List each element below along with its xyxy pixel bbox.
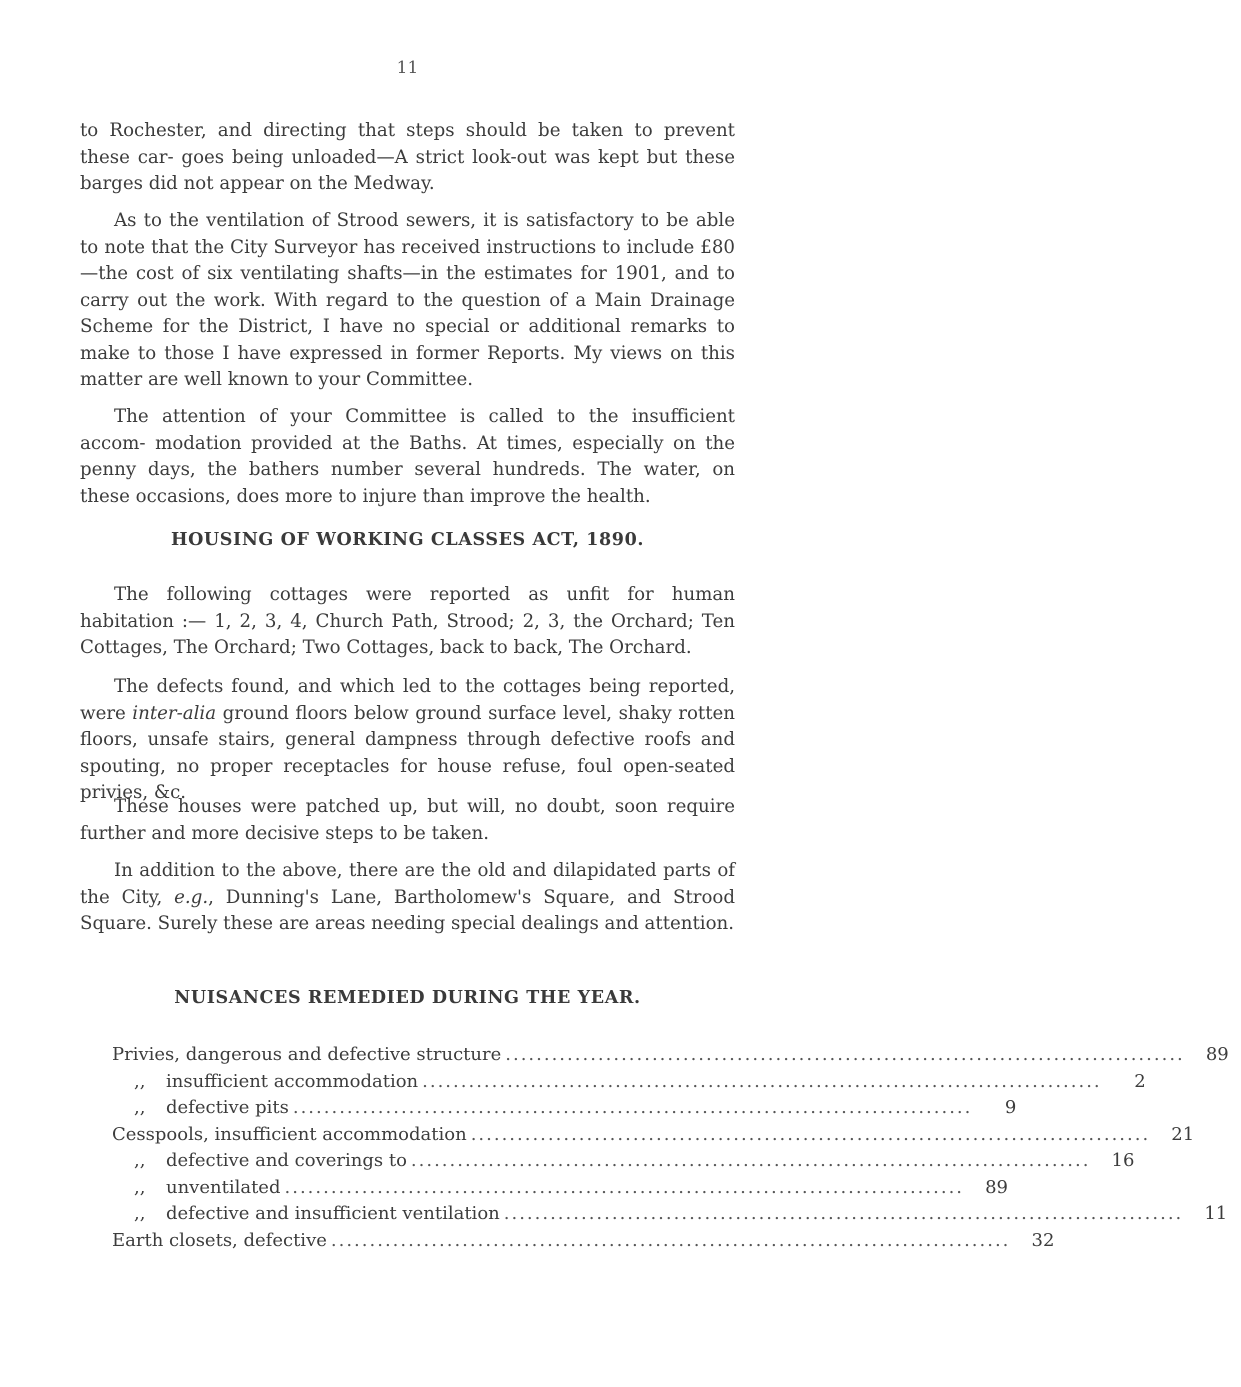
list-item	[80, 1228, 1055, 1255]
paragraph-dilapidated-text-a: In addition to the above, there are the old and dilapidated parts of the City,	[80, 860, 735, 908]
list-item-label: ,, unventilated	[80, 1175, 281, 1202]
ditto-mark: ,,	[134, 1070, 146, 1092]
ditto-mark: ,,	[134, 1176, 146, 1198]
list-item-value: 89	[985, 1176, 1009, 1198]
leader-dots: ........................................................................................	[503, 1203, 1184, 1224]
list-item	[80, 1095, 1017, 1122]
list-item-value: 11	[1204, 1203, 1228, 1224]
leader-dots: ........................................................................................	[292, 1097, 973, 1118]
paragraph-defects-italic: inter-alia	[132, 702, 217, 724]
ditto-mark: ,,	[134, 1097, 146, 1118]
heading-housing: HOUSING OF WORKING CLASSES ACT, 1890.	[170, 530, 645, 550]
list-item	[80, 1042, 1229, 1069]
ditto-mark: ,,	[134, 1203, 146, 1224]
list-item-value: 32	[1031, 1229, 1055, 1251]
paragraph-dilapidated	[80, 858, 735, 938]
leader-dots: ........................................................................................	[284, 1176, 965, 1198]
list-item-value: 16	[1111, 1150, 1135, 1171]
paragraph-cottages	[80, 582, 735, 662]
leader-dots: ........................................................................................	[410, 1150, 1091, 1171]
list-item	[80, 1148, 1135, 1175]
paragraph-ventilation	[80, 208, 735, 394]
list-item-label: ,, defective and insufficient ventilation	[80, 1201, 500, 1228]
list-item	[80, 1175, 1009, 1202]
paragraph-defects-text-a: The defects found, and which led to the cottages being reported, were	[80, 676, 735, 724]
heading-nuisances: NUISANCES REMEDIED DURING THE YEAR.	[174, 988, 641, 1008]
paragraph-rochester-text: to Rochester, and directing that steps should be taken to prevent these car- goes being unloaded—A strict look-out was kept but these barges did not appear on the Medway.	[80, 120, 735, 194]
page-number: 11	[396, 58, 419, 78]
leader-dots: ........................................................................................	[505, 1044, 1185, 1065]
list-item-value: 9	[1004, 1097, 1017, 1118]
leader-dots: ........................................................................................	[422, 1070, 1102, 1092]
nuisances-list	[80, 1042, 1229, 1254]
paragraph-patched	[80, 794, 735, 847]
paragraph-rochester	[80, 118, 735, 198]
paragraph-ventilation-text: As to the ventilation of Strood sewers, it is satisfactory to be able to note that the City Surveyor has received instructions to include £80—the cost of six ventilating shafts—in the estimates for 1901, and to carry out the work. With regard to the question of a Main Drainage Scheme for the District, I have no special or additional remarks to make to those I have expressed in former Reports. My views on this matter are well known to your Committee.	[80, 210, 735, 390]
list-item	[80, 1201, 1228, 1228]
list-item-label: ,, defective pits	[80, 1095, 289, 1122]
list-item	[80, 1122, 1195, 1149]
paragraph-dilapidated-italic: e.g.	[174, 886, 209, 908]
paragraph-patched-text: These houses were patched up, but will, no doubt, soon require further and more decisive steps to be taken.	[80, 796, 735, 844]
list-item-value: 21	[1171, 1123, 1195, 1145]
leader-dots: ........................................................................................	[330, 1229, 1011, 1251]
ditto-mark: ,,	[134, 1150, 146, 1171]
list-item-label: Cesspools, insufficient accommodation	[112, 1123, 467, 1145]
paragraph-baths-text: The attention of your Committee is called to the insufficient accom- modation provided at the Baths. At times, especially on the penny days, the bathers number several hundreds. The water, on these occasions, does more to injure than improve the health.	[80, 406, 735, 507]
list-item	[80, 1069, 1146, 1096]
paragraph-defects-text-b: ground floors below ground surface level, shaky rotten floors, unsafe stairs, general dampness through defective roofs and spouting, no proper receptacles for house refuse, foul open-seated privies, &c.	[80, 702, 735, 803]
paragraph-dilapidated-text-b: , Dunning's Lane, Bartholomew's Square, and Strood Square. Surely these are areas needing special dealings and attention.	[80, 886, 736, 934]
paragraph-baths	[80, 404, 735, 510]
paragraph-defects	[80, 674, 735, 807]
list-item-label: ,, insufficient accommodation	[80, 1069, 418, 1096]
list-item-label: ,, defective and coverings to	[80, 1148, 407, 1175]
list-item-label: Earth closets, defective	[112, 1229, 327, 1251]
list-item-label: Privies, dangerous and defective structure	[112, 1044, 502, 1065]
list-item-value: 2	[1134, 1070, 1146, 1092]
leader-dots: ........................................................................................	[470, 1123, 1151, 1145]
paragraph-cottages-text: The following cottages were reported as unfit for human habitation :— 1, 2, 3, 4, Church Path, Strood; 2, 3, the Orchard; Ten Cottages, The Orchard; Two Cottages, back to back, The Orchard.	[80, 584, 735, 658]
list-item-value: 89	[1205, 1044, 1229, 1065]
